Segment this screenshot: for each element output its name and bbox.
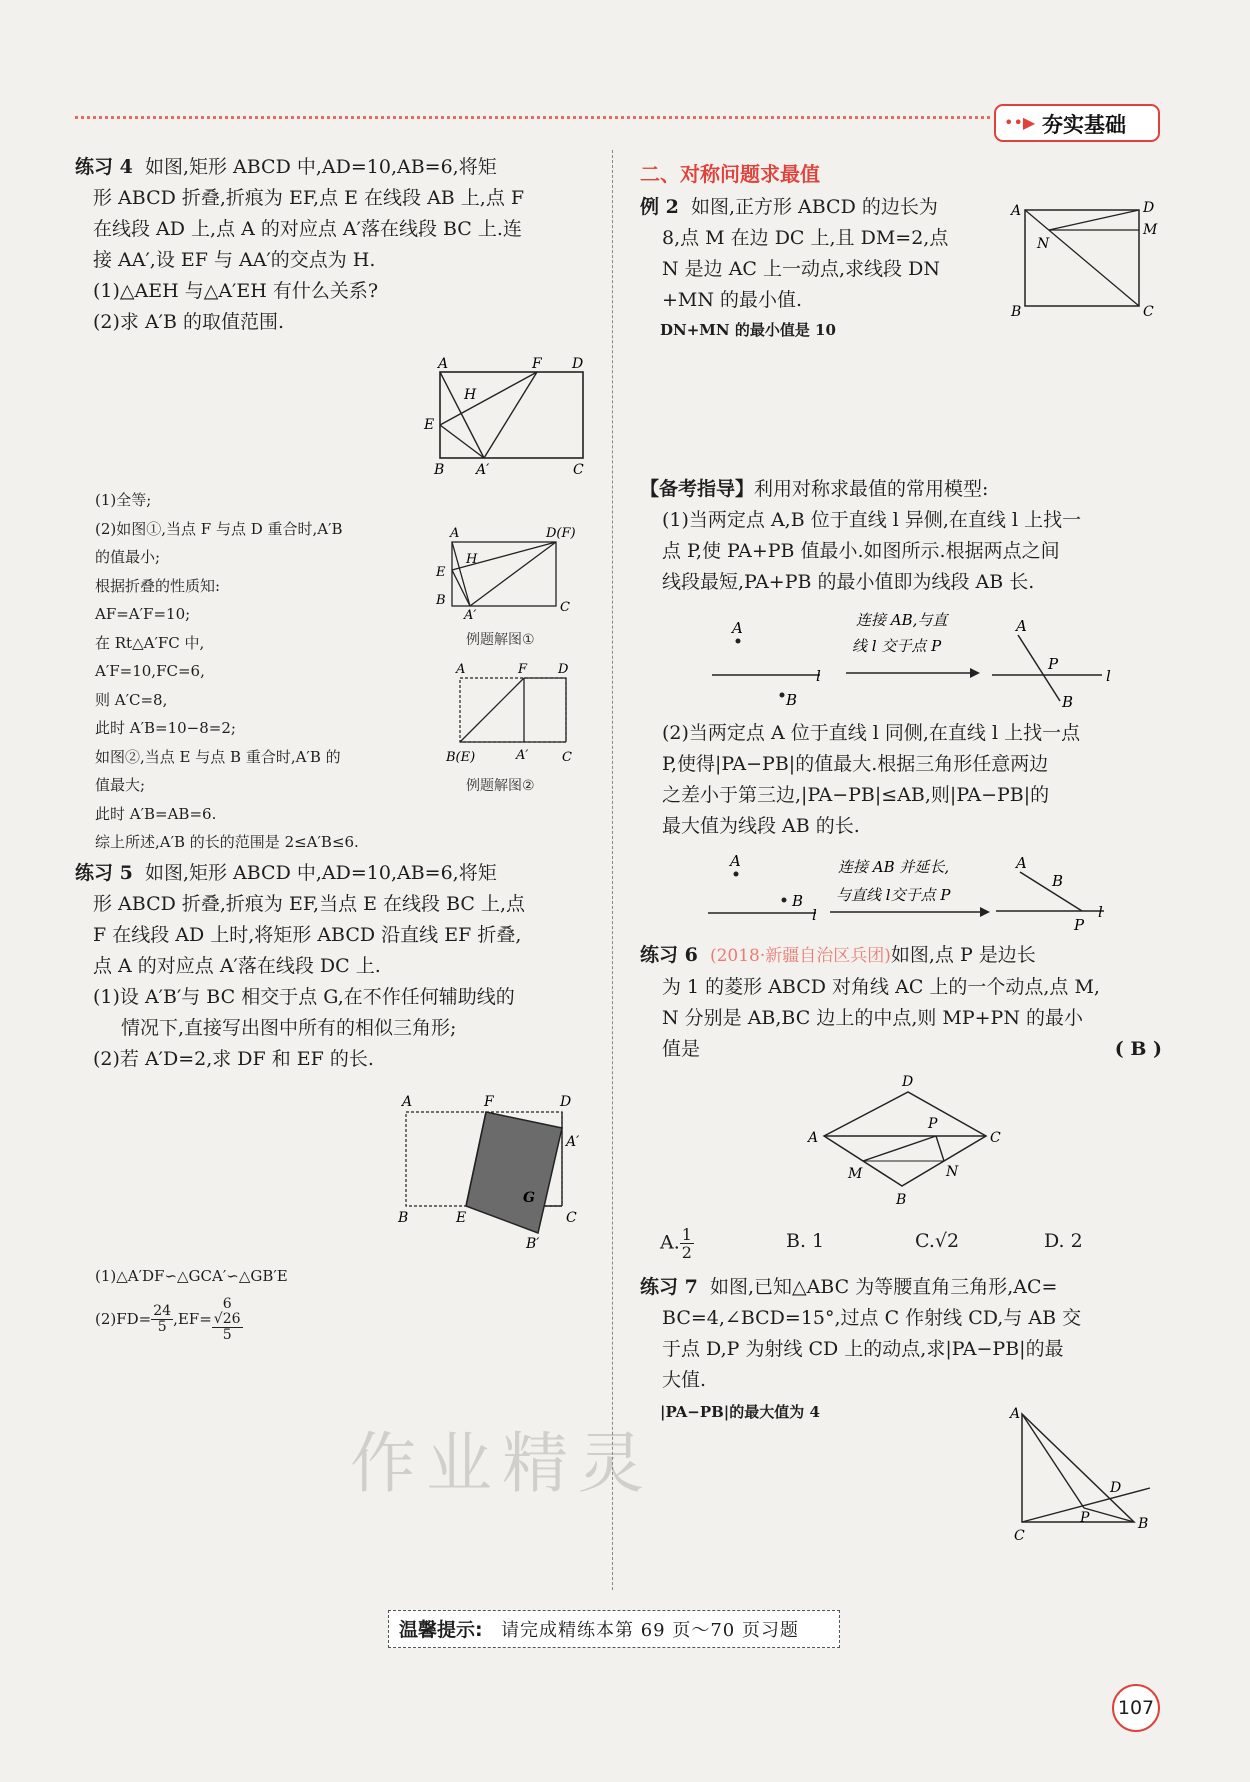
guide-note: 线 l 交于点 P — [852, 637, 942, 655]
fd-numerator: 24 — [153, 1303, 172, 1319]
answer-line: 值最大; — [95, 776, 146, 794]
exercise-6-options — [660, 1222, 1140, 1262]
exercise-6-label: 练习 6 — [640, 944, 698, 966]
fig-label: F — [484, 1094, 494, 1110]
fig-label: D — [1110, 1480, 1122, 1496]
example-2-line: N 是边 AC 上一动点,求线段 DN — [662, 258, 940, 280]
header-dotted-rule — [75, 116, 990, 119]
exercise-6-answer: ( B ) — [1114, 1038, 1162, 1060]
fig-label: E — [436, 565, 446, 580]
fig-label: C — [1143, 304, 1154, 320]
option-a-letter: A. — [660, 1231, 680, 1254]
fig-label: A — [730, 852, 741, 870]
section-banner — [994, 104, 1160, 142]
ef-numerator: 6 — [222, 1295, 232, 1312]
option-c-letter: C. — [915, 1230, 935, 1252]
exercise-5 — [75, 858, 600, 1075]
fig-label: D — [558, 662, 569, 677]
exam-guide-2 — [640, 718, 1170, 842]
exercise-4-line: (1)△AEH 与△A′EH 有什么关系? — [93, 280, 379, 302]
fig-label: M — [848, 1166, 863, 1182]
fig-label: E — [456, 1210, 467, 1226]
exercise-6-line: 如图,点 P 是边长 — [890, 944, 1036, 966]
guide-note: 与直线 l交于点 P — [836, 886, 951, 904]
fig-label: A — [1016, 617, 1027, 635]
fraction-ef — [212, 1297, 243, 1343]
fig-label: N — [946, 1164, 959, 1180]
fig-label: H — [464, 387, 477, 403]
exercise-4 — [75, 152, 600, 338]
option-a[interactable] — [660, 1226, 694, 1261]
exercise-4-line: 形 ABCD 折叠,折痕为 EF,点 E 在线段 AB 上,点 F — [93, 187, 525, 209]
guide-p1-line: 点 P,使 PA+PB 值最小.如图所示.根据两点之间 — [662, 540, 1060, 562]
ef-radical: √26 — [213, 1310, 241, 1327]
exercise-6-figure — [800, 1070, 1010, 1210]
exercise-5-line: 形 ABCD 折叠,折痕为 EF,当点 E 在线段 BC 上,点 — [93, 893, 526, 915]
example-2-figure — [1005, 192, 1165, 322]
fd-denominator: 5 — [157, 1319, 167, 1335]
exercise-5-line: 如图,矩形 ABCD 中,AD=10,AB=6,将矩 — [144, 862, 497, 884]
example-2-answer: DN+MN 的最小值是 10 — [660, 321, 836, 339]
answer-line: (2)如图①,当点 F 与点 D 重合时,A′B — [95, 519, 343, 538]
guide-figure-1 — [700, 605, 1140, 715]
ef-denominator: 5 — [222, 1326, 232, 1343]
banner-arrow-icon: ••▶ — [1004, 113, 1036, 132]
fig-label: A — [732, 619, 743, 637]
fig-label: C — [1014, 1528, 1025, 1544]
solution-caption-1: 例题解图① — [466, 632, 535, 648]
solution-caption-2: 例题解图② — [466, 778, 535, 794]
exercise-5-answer — [95, 1262, 515, 1343]
reminder-box — [388, 1610, 840, 1648]
fig-label: B — [786, 691, 798, 709]
reminder-label: 温馨提示: — [399, 1619, 483, 1641]
exercise-7-line: 大值. — [662, 1369, 707, 1391]
fig-label: B — [1052, 872, 1064, 890]
answer-line: 的值最小; — [95, 548, 161, 566]
exercise-5-line: (2)若 A′D=2,求 DF 和 EF 的长. — [93, 1048, 374, 1070]
exercise-6-line: 为 1 的菱形 ABCD 对角线 AC 上的一个动点,点 M, — [662, 976, 1100, 998]
answer-line: 此时 A′B=10−8=2; — [95, 719, 236, 737]
guide-title: 【备考指导】 — [640, 478, 755, 500]
fig-label: A′ — [464, 608, 477, 620]
fig-label: B′ — [526, 1236, 540, 1250]
fig-label: F — [518, 662, 528, 677]
fig-label: B — [1138, 1516, 1149, 1532]
fig-label: D — [560, 1094, 572, 1110]
fig-label: A — [438, 356, 449, 372]
answer-line: 在 Rt△A′FC 中, — [95, 633, 205, 652]
exercise-4-figure — [420, 350, 600, 480]
exercise-7-answer: |PA−PB|的最大值为 4 — [660, 1403, 820, 1421]
fig-label: B — [1062, 693, 1074, 711]
fraction-fd — [151, 1304, 173, 1335]
exercise-5-line: 点 A 的对应点 A′落在线段 DC 上. — [93, 955, 381, 977]
fig-label: A — [450, 526, 460, 541]
exercise-4-line: 如图,矩形 ABCD 中,AD=10,AB=6,将矩 — [144, 156, 497, 178]
fig-label: l — [1098, 903, 1103, 921]
fig-label: D — [902, 1074, 914, 1090]
fig-label: C — [566, 1210, 577, 1226]
fig-label: B — [896, 1192, 907, 1208]
exercise-7-figure — [1000, 1400, 1160, 1550]
example-2-line: +MN 的最小值. — [662, 289, 803, 311]
answer-line-2 — [95, 1297, 515, 1343]
guide-p2-line: (2)当两定点 A 位于直线 l 同侧,在直线 l 上找一点 — [662, 722, 1081, 744]
option-c[interactable] — [915, 1226, 959, 1257]
fig-label: A′ — [476, 462, 490, 478]
fig-label: A — [1011, 203, 1022, 219]
answer-ef-prefix: ,EF= — [173, 1309, 212, 1328]
column-divider — [612, 150, 613, 1590]
guide-p2-line: P,使得|PA−PB|的值最大.根据三角形任意两边 — [662, 753, 1049, 775]
exercise-4-line: 在线段 AD 上,点 A 的对应点 A′落在线段 BC 上.连 — [93, 218, 522, 240]
banner-title: 夯实基础 — [1042, 113, 1126, 137]
fig-label: A — [456, 662, 466, 677]
exercise-6-source: (2018·新疆自治区兵团) — [709, 946, 891, 966]
option-c-value: √2 — [934, 1230, 960, 1252]
fig-label: N — [1037, 236, 1050, 252]
answer-line: AF=A′F=10; — [95, 605, 191, 623]
fig-label: C — [573, 462, 584, 478]
fig-label: D — [572, 356, 584, 372]
exercise-4-label: 练习 4 — [75, 156, 133, 178]
option-a-denominator: 2 — [681, 1243, 692, 1262]
exercise-4-line: 接 AA′,设 EF 与 AA′的交点为 H. — [93, 249, 376, 271]
exercise-6 — [640, 940, 1170, 1065]
fig-label: B — [436, 593, 446, 608]
option-a-numerator: 1 — [681, 1225, 692, 1244]
fig-label: A′ — [566, 1134, 580, 1150]
fig-label: B(E) — [446, 750, 476, 765]
option-b[interactable]: B. 1 — [786, 1230, 825, 1252]
exercise-4-line: (2)求 A′B 的取值范围. — [93, 311, 285, 333]
guide-p2-line: 最大值为线段 AB 的长. — [662, 815, 860, 837]
answer-fd-prefix: (2)FD= — [95, 1309, 152, 1328]
exercise-4-answer — [95, 486, 435, 857]
answer-line: 此时 A′B=AB=6. — [95, 804, 217, 823]
answer-line: (1)全等; — [95, 491, 152, 509]
fig-label: B — [792, 892, 804, 910]
fig-label: C — [562, 750, 572, 765]
fig-label: M — [1143, 222, 1158, 238]
fig-label: l — [816, 667, 821, 685]
exercise-6-line: N 分别是 AB,BC 边上的中点,则 MP+PN 的最小 — [662, 1007, 1084, 1029]
fig-label: E — [424, 417, 435, 433]
exercise-7-line: BC=4,∠BCD=15°,过点 C 作射线 CD,与 AB 交 — [662, 1307, 1082, 1329]
answer-line: (1)△A′DF∽△GCA′∽△GB′E — [95, 1267, 288, 1285]
fig-label: l — [812, 906, 817, 924]
exercise-5-line: F 在线段 AD 上时,将矩形 ABCD 沿直线 EF 折叠, — [93, 924, 522, 946]
guide-p1-line: 线段最短,PA+PB 的最小值即为线段 AB 长. — [662, 571, 1035, 593]
answer-line: 综上所述,A′B 的长的范围是 2≤A′B≤6. — [95, 833, 359, 851]
exercise-7-line: 于点 D,P 为射线 CD 上的动点,求|PA−PB|的最 — [662, 1338, 1064, 1360]
guide-note: 连接 AB 并延长, — [838, 858, 950, 876]
exam-guide — [640, 474, 1170, 598]
answer-line: A′F=10,FC=6, — [95, 662, 205, 680]
exercise-5-line: (1)设 A′B′与 BC 相交于点 G,在不作任何辅助线的 — [93, 986, 515, 1008]
guide-intro: 利用对称求最值的常用模型: — [754, 478, 989, 500]
fig-label: B — [434, 462, 445, 478]
fig-label: P — [1048, 655, 1059, 673]
fig-label: A — [402, 1094, 413, 1110]
fig-label: D(F) — [546, 526, 576, 541]
exercise-5-figure — [390, 1090, 590, 1250]
fig-label: C — [560, 600, 570, 615]
fig-label: D — [1143, 200, 1155, 216]
guide-p1-line: (1)当两定点 A,B 位于直线 l 异侧,在直线 l 上找一 — [662, 509, 1082, 531]
example-2 — [640, 192, 1010, 316]
fig-label: B — [1011, 304, 1022, 320]
fig-label: P — [928, 1116, 938, 1132]
exercise-7-line: 如图,已知△ABC 为等腰直角三角形,AC= — [709, 1276, 1058, 1298]
fig-label: P — [1074, 916, 1085, 934]
answer-line: 则 A′C=8, — [95, 690, 168, 709]
exercise-6-line: 值是 — [662, 1038, 701, 1060]
answer-line: 根据折叠的性质知: — [95, 576, 221, 595]
page-number: 107 — [1112, 1684, 1160, 1732]
reminder-text: 请完成精练本第 69 页～70 页习题 — [501, 1620, 799, 1641]
exercise-7-label: 练习 7 — [640, 1276, 698, 1298]
solution-figure-1 — [430, 520, 580, 620]
exercise-5-label: 练习 5 — [75, 862, 133, 884]
fig-label: C — [990, 1130, 1001, 1146]
fig-label: H — [466, 552, 478, 567]
guide-note: 连接 AB,与直 — [856, 611, 948, 629]
solution-figure-2 — [440, 656, 590, 771]
exercise-5-line: 情况下,直接写出图中所有的相似三角形; — [121, 1017, 457, 1039]
fig-label: A — [808, 1130, 819, 1146]
fig-label: P — [1080, 1510, 1090, 1526]
example-2-line: 如图,正方形 ABCD 的边长为 — [690, 196, 938, 218]
fig-label: l — [1106, 667, 1111, 685]
example-2-line: 8,点 M 在边 DC 上,且 DM=2,点 — [662, 227, 949, 249]
fig-label: A — [1010, 1406, 1021, 1422]
fig-label: F — [532, 356, 542, 372]
watermark: 作业精灵 — [350, 1425, 654, 1502]
answer-line: 如图②,当点 E 与点 B 重合时,A′B 的 — [95, 747, 341, 766]
exercise-7 — [640, 1272, 1170, 1396]
option-a-fraction — [680, 1226, 694, 1261]
example-2-label: 例 2 — [640, 196, 679, 218]
guide-p2-line: 之差小于第三边,|PA−PB|≤AB,则|PA−PB|的 — [662, 784, 1050, 806]
section-title: 二、对称问题求最值 — [640, 162, 820, 186]
fig-label: B — [398, 1210, 409, 1226]
fig-label: A′ — [516, 748, 529, 763]
fig-label: A — [1016, 854, 1027, 872]
option-d[interactable]: D. 2 — [1044, 1230, 1083, 1252]
fig-label: G — [523, 1190, 535, 1206]
